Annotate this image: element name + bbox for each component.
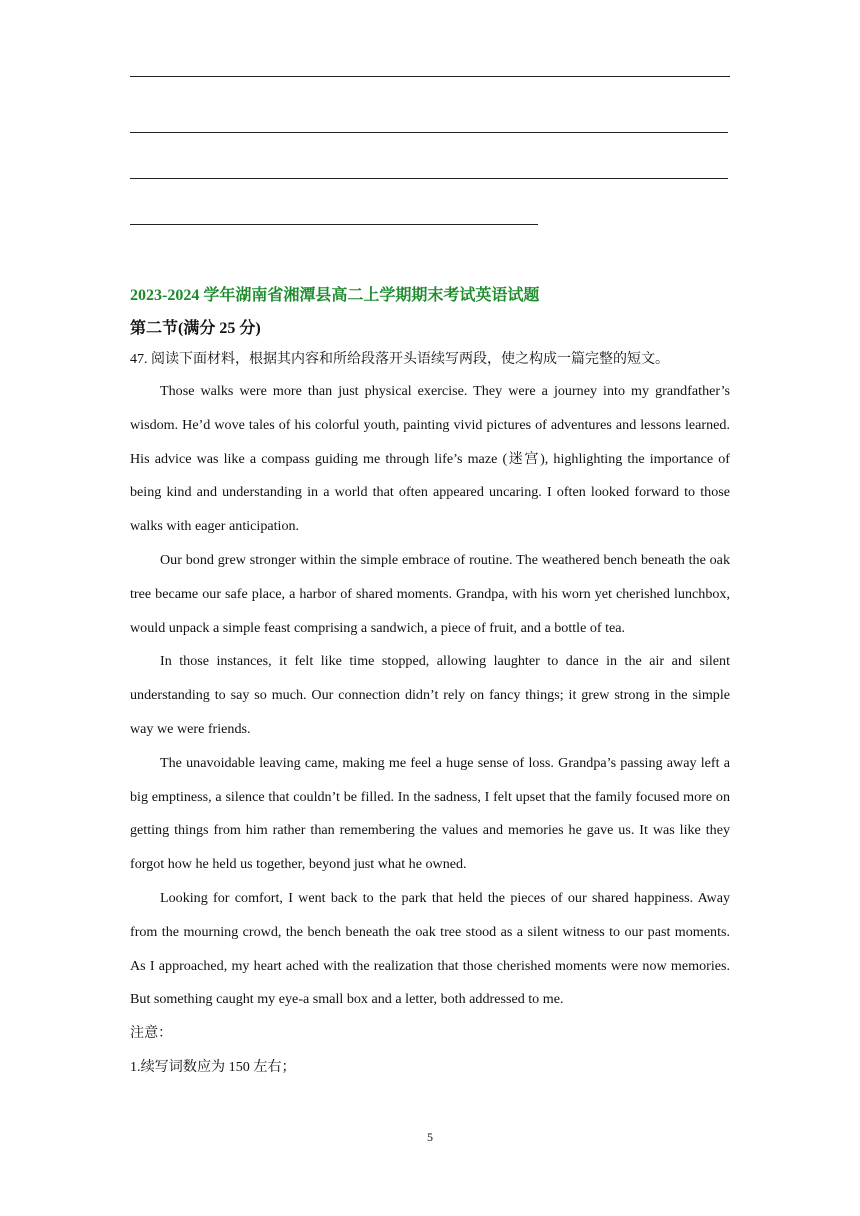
paragraph-3: In those instances, it felt like time stopped, allowing laughter to dance in the air and silent understanding to say so much. Our connection didn’t rely on fancy things; it grew strong in the simple way we were friends. bbox=[130, 653, 730, 737]
note-label: 注意： bbox=[130, 1025, 173, 1042]
passage bbox=[130, 375, 730, 1085]
paragraph-2: Our bond grew stronger within the simple embrace of routine. The weathered bench beneath the oak tree became our safe place, a harbor of shared moments. Grandpa, with his worn yet cherished lunchbox, would unpack a simple feast comprising a sandwich, a piece of fruit, and a bottle of tea. bbox=[130, 551, 730, 636]
note-item-1: 1.续写词数应为 150 左右； bbox=[130, 1058, 296, 1075]
section-title: 第二节(满分 25 分) bbox=[130, 320, 261, 337]
answer-line-3 bbox=[130, 178, 728, 179]
paragraph-5: Looking for comfort, I went back to the park that held the pieces of our shared happiness. Away from the mourning crowd, the bench beneath the oak tree stood as a silent witness to our past moments. As I approached, my heart ached with the realization that those cherished moments were now memories. But something caught my eye-a small box and a letter, both addressed to me. bbox=[130, 889, 730, 1008]
paragraph-4: The unavoidable leaving came, making me feel a huge sense of loss. Grandpa’s passing away left a big emptiness, a silence that couldn’t be filled. In the sadness, I felt upset that the family focused more on getting things from him rather than remembering the values and memories he gave us. It was like they forgot how he held us together, beyond just what he owned. bbox=[130, 754, 730, 873]
answer-line-1 bbox=[130, 76, 730, 77]
paragraph-1: Those walks were more than just physical exercise. They were a journey into my grandfather’s wisdom. He’d wove tales of his colorful youth, painting vivid pictures of adventures and lessons learned. His advice was like a compass guiding me through life’s maze (迷宫), highlighting the importance of being kind and understanding in a world that often appeared uncaring. I often looked forward to those walks with eager anticipation. bbox=[130, 383, 730, 535]
answer-line-2 bbox=[130, 132, 728, 133]
exam-title: 2023-2024 学年湖南省湘潭县高二上学期期末考试英语试题 bbox=[130, 287, 540, 304]
question-instruction: 47. 阅读下面材料，根据其内容和所给段落开头语续写两段，使之构成一篇完整的短文。 bbox=[130, 352, 669, 367]
answer-line-4 bbox=[130, 224, 538, 225]
page-number: 5 bbox=[427, 1130, 433, 1144]
